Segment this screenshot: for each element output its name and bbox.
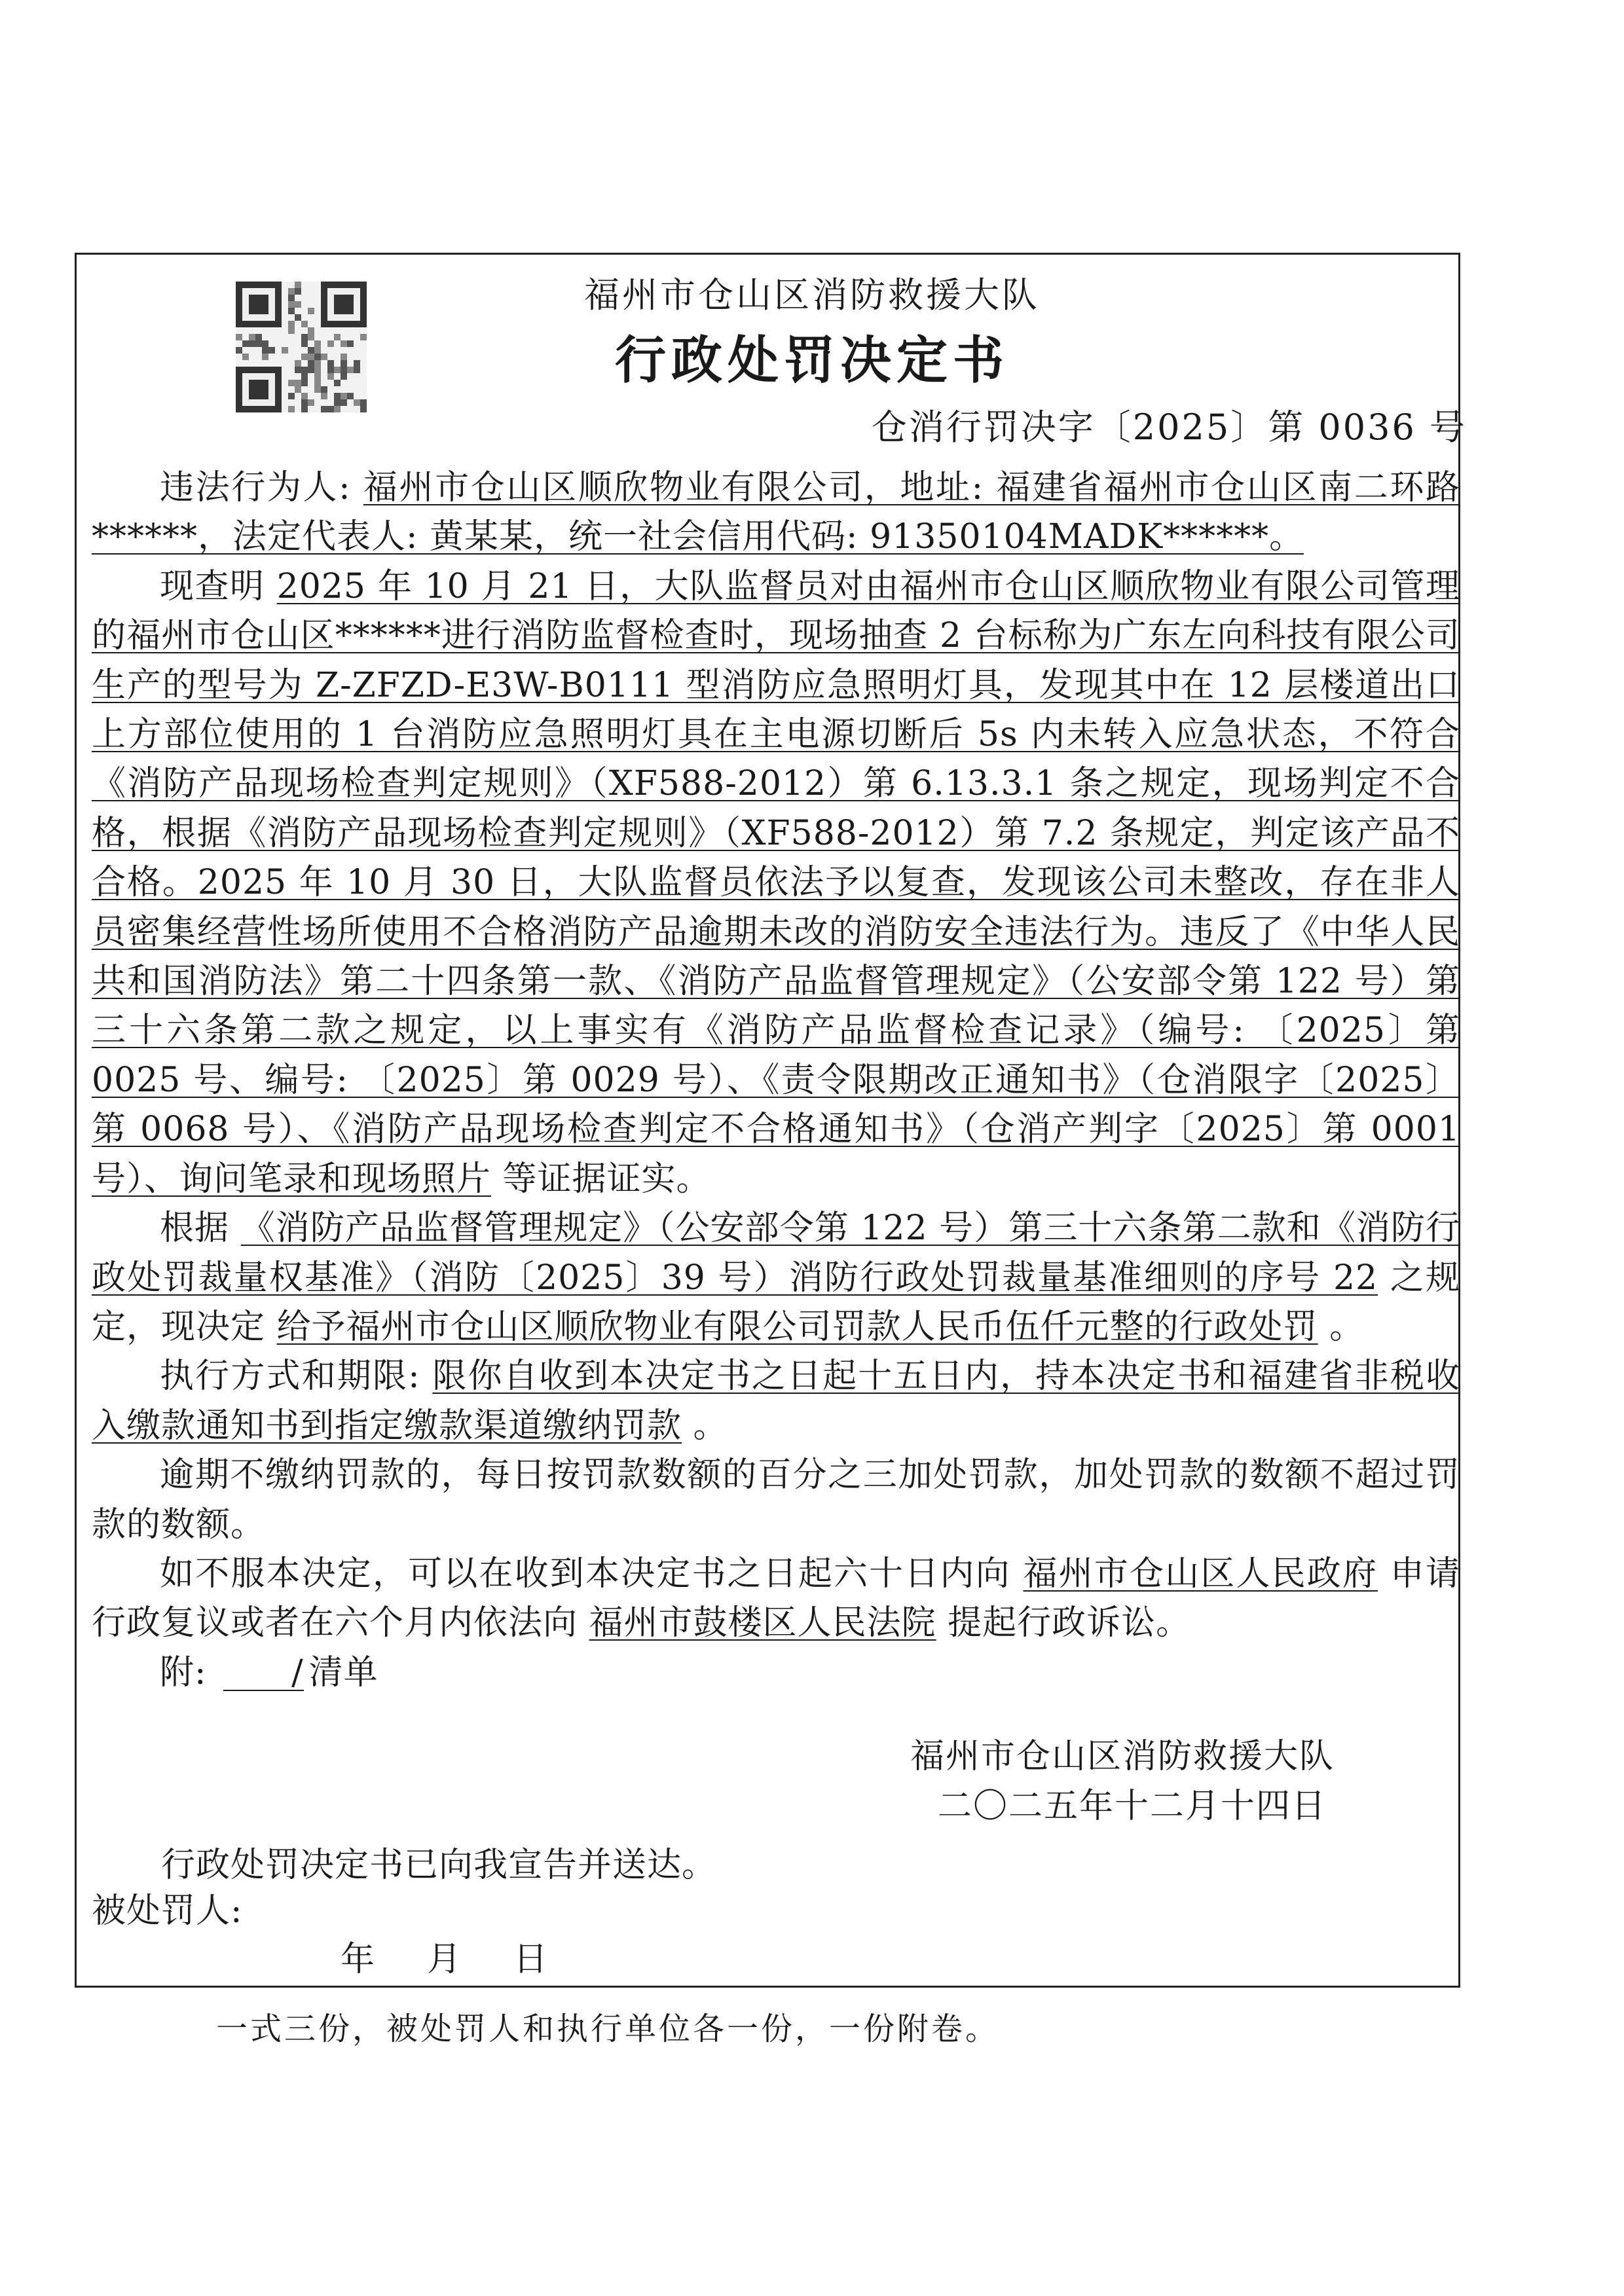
appeal-government: 福州市仓山区人民政府 — [1023, 1554, 1378, 1594]
penalty-decision: 给予福州市仓山区顺欣物业有限公司罚款人民币伍仟元整的行政处罚 — [276, 1307, 1318, 1347]
paragraph-late-payment: 逾期不缴纳罚款的，每日按罚款数额的百分之三加处罚款，加处罚款的数额不超过罚款的数额。 — [92, 1455, 1460, 1544]
basis-mid: 之规定，现决定 — [92, 1258, 1461, 1347]
basis-label: 根据 — [160, 1209, 230, 1248]
acknowledgement-date — [341, 1931, 600, 1980]
decision-body — [92, 464, 1460, 1698]
issuing-org-title: 福州市仓山区消防救援大队 — [584, 274, 1040, 316]
paragraph-execution — [92, 1352, 1460, 1451]
paragraph-offender — [92, 464, 1460, 562]
document-title: 行政处罚决定书 — [614, 331, 1009, 390]
punished-party-label: 被处罚人: — [92, 1891, 243, 1931]
basis-end: 。 — [1329, 1307, 1365, 1347]
attachment-label: 附: — [160, 1652, 207, 1692]
year-label: 年 — [341, 1940, 375, 1979]
execution-end: 。 — [693, 1406, 728, 1446]
appeal-court: 福州市鼓楼区人民法院 — [589, 1603, 936, 1643]
facts-details: 2025 年 10 月 21 日，大队监督员对由福州市仓山区顺欣物业有限公司管理的福州市仓山区******进行消防监督检查时，现场抽查 2 台标称为广东左向科技有限公司生产的型号为 Z-ZFZD-E3W-B0111 型消防应急照明灯具，发现其中在 12 层楼道出口上方部位使用的 1 台消防应急照明灯具在主电源切断后 5s 内未转入应急状态，不符合《消防产品现场检查判定规则》（XF588-2012）第 6.13.3.1 条之规定，现场判定不合格，根据《消防产品现场检查判定规则》（XF588-2012）第 7.2 条规定，判定该产品不合格。2025 年 10 月 30 日，大队监督员依法予以复查，发现该公司未整改，存在非人员密集经营性场所使用不合格消防产品逾期未改的消防安全违法行为。违反了《中华人民共和国消防法》第二十四条第一款、《消防产品监督管理规定》（公安部令第 122 号）第三十六条第二款之规定，以上事实有《消防产品监督检查记录》（编号: 〔2025〕第 0025 号、编号: 〔2025〕第 0029 号）、《责令限期改正通知书》（仓消限字〔2025〕第 0068 号）、《消防产品现场检查判定不合格通知书》（仓消产判字〔2025〕第 0001 号）、询问笔录和现场照片 — [92, 566, 1460, 1199]
day-label: 日 — [513, 1940, 548, 1979]
facts-tail: 等证据证实。 — [502, 1159, 711, 1199]
execution-details: 限你自收到本决定书之日起十五日内，持本决定书和福建省非税收入缴款通知书到指定缴款渠道缴纳罚款 — [92, 1357, 1460, 1446]
served-statement: 行政处罚决定书已向我宣告并送达。 — [161, 1846, 717, 1885]
paragraph-appeal — [92, 1550, 1460, 1649]
appeal-text-b: 申请行政复议或者在六个月内依法向 — [92, 1554, 1460, 1643]
document-number: 仓消行罚决字〔2025〕第 0036 号 — [871, 407, 1467, 448]
attachment-tail: 清单 — [308, 1652, 378, 1692]
basis-details: 《消防产品监督管理规定》（公安部令第 122 号）第三十六条第二款和《消防行政处罚裁量权基准》（消防〔2025〕39 号）消防行政处罚裁量基准细则的序号 22 — [92, 1209, 1460, 1298]
offender-details: 福州市仓山区顺欣物业有限公司，地址: 福建省福州市仓山区南二环路******，法定代表人: 黄某某，统一社会信用代码: 91350104MADK******。 — [92, 468, 1460, 557]
offender-label: 违法行为人: — [160, 468, 351, 507]
appeal-text-a: 如不服本决定，可以在收到本决定书之日起六十日内向 — [160, 1554, 1011, 1594]
execution-label: 执行方式和期限: — [160, 1357, 420, 1396]
appeal-text-c: 提起行政诉讼。 — [948, 1603, 1191, 1643]
month-label: 月 — [427, 1940, 462, 1979]
paragraph-basis — [92, 1204, 1460, 1352]
signature-org: 福州市仓山区消防救援大队 — [910, 1737, 1335, 1776]
copies-footnote: 一式三份，被处罚人和执行单位各一份，一份附卷。 — [216, 2011, 1000, 2047]
signature-date: 二〇二五年十二月十四日 — [938, 1787, 1327, 1826]
paragraph-facts — [92, 562, 1460, 1204]
paragraph-attachment — [92, 1649, 1460, 1698]
facts-label: 现查明 — [160, 566, 265, 606]
attachment-blank: / — [223, 1656, 304, 1691]
